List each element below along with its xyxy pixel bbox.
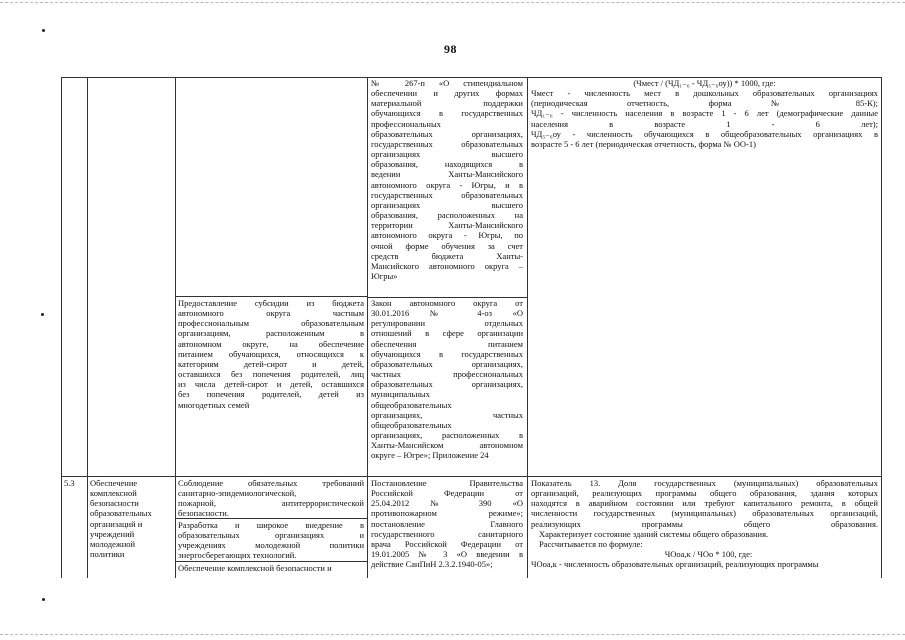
scan-top-edge — [0, 2, 905, 3]
text-line: отношений в сфере организации — [371, 328, 523, 339]
text-line: образовательных организациях, — [371, 128, 523, 139]
text-line: питанием обучающихся, относящихся к — [178, 348, 364, 359]
text-line: без попечения родителей, детей из — [178, 389, 364, 400]
text-line: образовательных организациях, — [371, 379, 523, 390]
text-line: оставшихся без попечения родителей, лиц — [178, 369, 364, 380]
scan-bottom-edge — [0, 634, 905, 635]
text-line: образования, расположенных на — [371, 210, 523, 221]
measure-cell — [178, 520, 364, 561]
text-line: противопожарном режиме»; — [371, 508, 523, 519]
text-line: общеобразовательных — [371, 399, 452, 410]
text-line: образования, находящихся в — [371, 159, 523, 170]
text-line: Российской Федерации от — [371, 488, 523, 499]
text-line: территории Ханты-Мансийского — [371, 220, 523, 231]
measure-cell — [178, 563, 364, 573]
column-divider — [175, 77, 176, 578]
text-line: образовательных организациях, — [371, 358, 523, 369]
text-line: профессиональным образовательным — [178, 318, 364, 329]
text-line: 19.01.2005 № 3 «О введении в — [371, 549, 523, 560]
text-line: Показатель 13. Доля государственных (муниципальных) образовательных — [531, 478, 878, 488]
text-line: автономного округа - Югры, по — [371, 230, 523, 241]
text-line: ЧОоа,к / ЧОо * 100, где: — [664, 549, 753, 560]
text-line: организациям, расположенным в — [178, 328, 364, 339]
punch-mark — [41, 313, 44, 316]
column-divider — [87, 77, 88, 578]
text-line: населения в возрасте 1 - 6 лет); — [531, 118, 878, 129]
row-divider — [175, 296, 367, 297]
text-line: Постановление Правительства — [371, 478, 523, 488]
measure-cell — [178, 298, 364, 410]
text-line: средств бюджета Ханты- — [371, 250, 523, 261]
text-line: 25.04.2012 № 390 «О — [371, 498, 523, 509]
text-line: пожарной, антитеррористической — [178, 498, 364, 509]
text-line: автономного округа - Югры, и в — [371, 179, 523, 190]
text-line: из числа детей-сирот и детей, оставшихся — [178, 379, 364, 390]
text-line: обеспечения питанием — [371, 338, 523, 349]
text-line: государственного санитарного — [371, 528, 523, 539]
text-line: ведении Ханты-Мансийского — [371, 169, 523, 180]
text-line: Рассчитывается по формуле: — [539, 538, 643, 549]
text-line: молодежной — [90, 538, 136, 549]
page-number: 98 — [444, 42, 457, 56]
text-line: регулировании отдельных — [371, 318, 523, 329]
text-line: организациях высшего — [371, 199, 523, 210]
row-divider — [175, 561, 367, 562]
row-number: 5.3 — [64, 478, 75, 488]
text-line: Обеспечение комплексной безопасности и — [178, 563, 332, 573]
text-line: Соблюдение обязательных требований — [178, 478, 364, 488]
text-line: политики — [90, 549, 125, 560]
legal-basis-cell — [371, 78, 523, 281]
text-line: организаций, реализующих программы общего образования, здания которых — [531, 488, 878, 499]
text-line: возрасте 5 - 6 лет (периодическая отчетность, форма № ОО-1) — [531, 138, 756, 149]
text-line: численности государственных (муниципальных) образовательных организаций, — [531, 508, 878, 519]
text-line: обучающихся в государственных — [371, 108, 523, 119]
text-line: ЧД₅₋₆оу - численность обучающихся в общеобразовательных организациях в — [531, 128, 878, 139]
text-line: Чмест - численность мест в дошкольных образовательных организациях — [531, 88, 878, 99]
table-border-right — [881, 77, 882, 578]
text-line: государственных образовательных — [371, 189, 523, 200]
text-line: постановление Главного — [371, 518, 523, 529]
legal-basis-cell — [371, 478, 523, 569]
text-line: Югры» — [371, 270, 398, 281]
text-line: учреждениях молодежной политики — [178, 540, 364, 551]
text-line: категориям детей-сирот и детей, — [178, 358, 364, 369]
text-line: Ханты-Мансийском автономном — [371, 440, 523, 451]
text-line: безопасности — [90, 498, 139, 509]
task-cell — [90, 478, 173, 559]
text-line: (Чмест / (ЧД₁₋₆ - ЧД₅₋₆оу)) * 1000, где: — [633, 78, 776, 88]
text-line: Обеспечение — [90, 478, 138, 488]
text-line: комплексной — [90, 488, 137, 499]
column-divider — [367, 77, 368, 578]
text-line: Закон автономного округа от — [371, 298, 523, 308]
text-line: действие СанПиН 2.3.2.1940-05»; — [371, 559, 493, 570]
text-line: организациях высшего — [371, 149, 523, 160]
text-line: 30.01.2016 № 4-оз «О — [371, 308, 523, 319]
text-line: государственных образовательных — [371, 138, 523, 149]
text-line: профессиональных — [371, 118, 441, 129]
text-line: № 267-п «О стипендиальном — [371, 78, 523, 88]
text-line: энергосберегающих технологий. — [178, 550, 297, 561]
text-line: безопасности. — [178, 508, 229, 519]
text-line: образовательных организациях и — [178, 530, 364, 541]
text-line: очной форме обучения за счет — [371, 240, 523, 251]
text-line: ЧОоа,к - численность образовательных организаций, реализующих программы — [531, 559, 819, 570]
table-border-left — [61, 77, 62, 578]
text-line: (периодическая отчетность, форма № 85-К); — [531, 98, 878, 109]
text-line: образовательных — [90, 508, 152, 519]
column-divider — [527, 77, 528, 578]
text-line: общеобразовательных — [371, 419, 452, 430]
text-line: Мансийского автономного округа – — [371, 260, 523, 271]
text-line: организациях, расположенных в — [371, 430, 523, 441]
text-line: Разработка и широкое внедрение в — [178, 520, 364, 530]
punch-mark — [42, 29, 45, 32]
text-line: муниципальных — [371, 389, 430, 400]
text-line: обеспечении и других формах — [371, 88, 523, 99]
indicator-cell — [531, 78, 878, 149]
text-line: организаций и — [90, 518, 143, 529]
text-line: обучающихся в государственных — [371, 348, 523, 359]
text-line: находятся в аварийном состоянии или требуют капитального ремонта, в общей — [531, 498, 878, 509]
text-line: материальной поддержки — [371, 98, 523, 109]
punch-mark — [42, 598, 45, 601]
measure-cell — [178, 478, 364, 519]
text-line: автономного округа частным — [178, 308, 364, 319]
text-line: реализующих программы общего образования. — [531, 518, 878, 529]
text-line: организациях, частных — [371, 409, 523, 420]
indicator-cell — [531, 478, 878, 569]
text-line: врача Российской Федерации от — [371, 538, 523, 549]
text-line: ЧД₁₋₆ - численность населения в возрасте 1 - 6 лет (демографические данные — [531, 108, 878, 119]
text-line: многодетных семей — [178, 399, 250, 410]
text-line: санитарно-эпидемиологической, — [178, 488, 297, 499]
text-line: Характеризует состояние зданий системы общего образования. — [539, 528, 769, 539]
row-divider — [61, 476, 881, 477]
text-line: частных профессиональных — [371, 369, 523, 380]
legal-basis-cell — [371, 298, 523, 461]
text-line: автономном округе, на обеспечение — [178, 338, 364, 349]
text-line: Предоставление субсидии из бюджета — [178, 298, 364, 308]
text-line: учреждений — [90, 528, 135, 539]
text-line: округе – Югре»; Приложение 24 — [371, 450, 489, 461]
